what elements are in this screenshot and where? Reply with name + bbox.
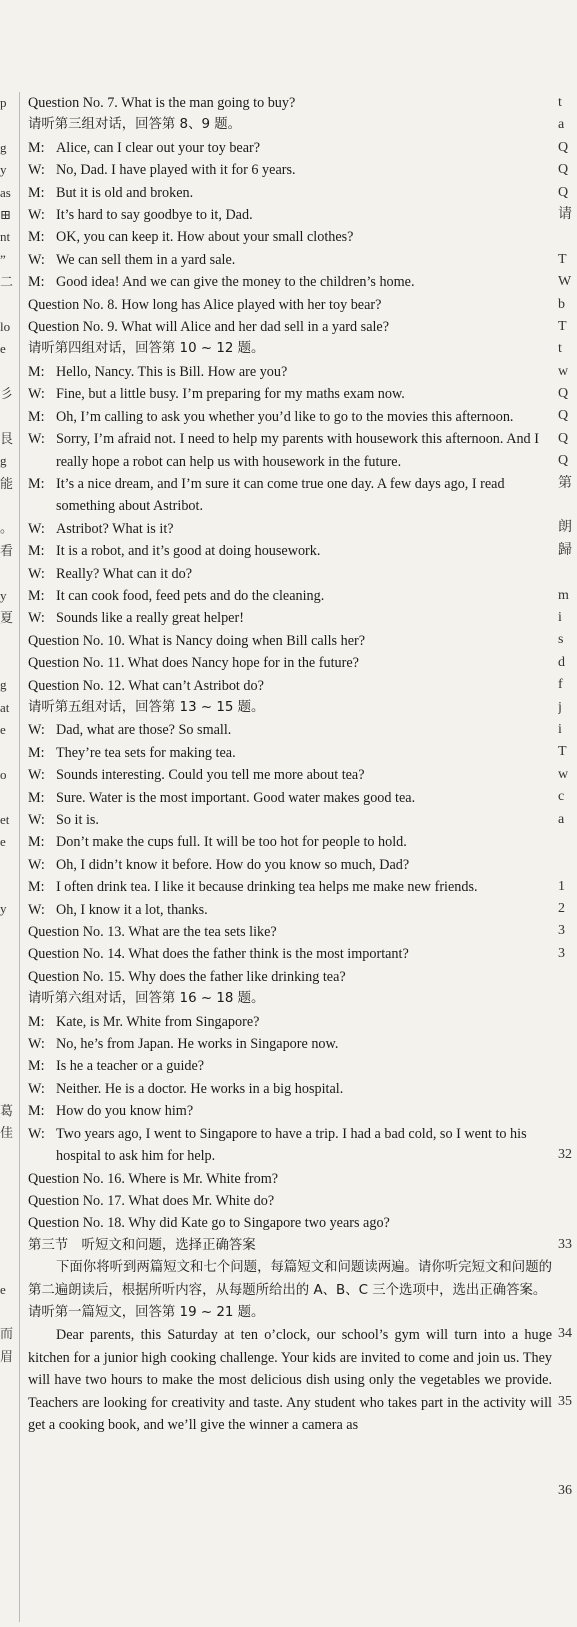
dialogue-line [28, 406, 552, 428]
dialogue-line [28, 473, 552, 518]
dialogue-text: Fine, but a little busy. I’m preparing for my maths exam now. [56, 386, 405, 403]
left-fragment: e [0, 341, 6, 357]
right-fragment: 36 [558, 1483, 572, 1499]
dialogue-text: They’re tea sets for making tea. [56, 744, 236, 761]
listening-transcript [28, 92, 552, 1436]
right-fragment: s [558, 632, 564, 648]
right-fragment: Q [558, 430, 569, 446]
right-fragment: c [558, 789, 565, 805]
section-instruction: 第三节 听短文和问题，选择正确答案 [28, 1237, 256, 1253]
dialogue-line [28, 1011, 552, 1033]
dialogue-text: Two years ago, I went to Singapore to have a trip. I had a bad cold, so I went to his hospital to ask him for help. [56, 1125, 527, 1165]
speaker-label: M: [28, 587, 45, 604]
right-fragment [558, 1077, 577, 1099]
left-fragment: p [0, 95, 7, 110]
speaker-label: M: [28, 184, 45, 201]
left-fragment [0, 1167, 15, 1189]
left-fragment: y [0, 587, 7, 603]
column-divider [19, 92, 20, 1622]
speaker-label: M: [28, 475, 45, 492]
question-line: Question No. 14. What does the father think is the most important? [28, 946, 409, 963]
dialogue-text: Sounds like a really great helper! [56, 610, 244, 627]
dialogue-text: Good idea! And we can give the money to the children’s home. [56, 274, 415, 291]
right-fragment: Q [558, 162, 569, 178]
left-fragment: 眉 [0, 1348, 14, 1364]
speaker-label: W: [28, 251, 45, 268]
right-fragment: i [558, 609, 562, 625]
left-fragment: 夏 [0, 609, 14, 625]
section-instruction: 请听第一篇短文，回答第 19 ~ 21 题。 [28, 1304, 265, 1320]
right-fragment: 32 [558, 1147, 572, 1163]
left-fragment: nt [0, 229, 11, 245]
section-instruction: 请听第六组对话，回答第 16 ~ 18 题。 [28, 991, 265, 1007]
dialogue-text: I often drink tea. I like it because drinking tea helps me make new friends. [56, 879, 478, 896]
right-fragment: w [558, 766, 569, 782]
right-fragment: d [558, 654, 565, 670]
left-column-fragments [0, 92, 15, 1368]
right-fragment: a [558, 117, 565, 133]
speaker-label: W: [28, 386, 45, 403]
left-fragment [0, 1234, 15, 1256]
speaker-label: W: [28, 722, 45, 739]
question-line: Question No. 16. Where is Mr. White from? [28, 1170, 279, 1187]
dialogue-text: Sounds interesting. Could you tell me more about tea? [56, 767, 365, 784]
speaker-label: M: [28, 363, 45, 380]
right-fragment: 1 [558, 878, 565, 894]
right-fragment: f [558, 677, 563, 693]
left-fragment: y [0, 162, 7, 178]
dialogue-text: We can sell them in a yard sale. [56, 251, 236, 268]
right-fragment: W [558, 274, 572, 290]
speaker-label: W: [28, 162, 45, 179]
dialogue-text: Is he a teacher or a guide? [56, 1058, 205, 1075]
left-fragment [0, 629, 15, 651]
dialogue-line [28, 831, 552, 853]
dialogue-text: Oh, I’m calling to ask you whether you’d like to go to the movies this afternoon. [56, 408, 514, 425]
dialogue-line [28, 899, 552, 921]
dialogue-line [28, 518, 552, 540]
left-fragment [0, 741, 15, 763]
right-fragment: 2 [558, 901, 565, 917]
right-fragment [558, 1055, 577, 1077]
speaker-label: W: [28, 1036, 45, 1053]
dialogue-line [28, 361, 552, 383]
dialogue-text: It’s a nice dream, and I’m sure it can come true one day. A few days ago, I read something about Astribot. [56, 475, 505, 515]
question-line: Question No. 8. How long has Alice played with her toy bear? [28, 296, 382, 313]
right-fragment [558, 831, 577, 853]
dialogue-line [28, 249, 552, 271]
speaker-label: W: [28, 1080, 45, 1097]
left-fragment [0, 943, 15, 965]
dialogue-line [28, 719, 552, 741]
speaker-label: W: [28, 565, 45, 582]
right-fragment: 35 [558, 1393, 572, 1409]
left-fragment: 艮 [0, 430, 14, 446]
right-fragment: t [558, 95, 562, 110]
right-fragment [558, 1413, 577, 1435]
dialogue-line [28, 159, 552, 181]
left-fragment: o [0, 766, 7, 782]
left-fragment: 葛 [0, 1102, 14, 1118]
left-fragment [0, 114, 15, 136]
question-line: Question No. 12. What can’t Astribot do? [28, 677, 264, 694]
left-fragment [0, 361, 15, 383]
right-fragment [558, 1122, 577, 1144]
left-fragment [0, 853, 15, 875]
right-fragment: b [558, 296, 565, 312]
dialogue-line [28, 383, 552, 405]
dialogue-text: No, he’s from Japan. He works in Singapore now. [56, 1036, 339, 1053]
dialogue-line [28, 585, 552, 607]
dialogue-line [28, 1055, 552, 1077]
question-line: Question No. 15. Why does the father like drinking tea? [28, 968, 346, 985]
dialogue-text: But it is old and broken. [56, 184, 194, 201]
right-fragment [558, 1279, 577, 1301]
question-line: Question No. 11. What does Nancy hope for in the future? [28, 655, 359, 672]
right-fragment [558, 495, 577, 517]
right-fragment: Q [558, 408, 569, 424]
right-fragment: 3 [558, 923, 565, 939]
speaker-label: W: [28, 767, 45, 784]
right-fragment: a [558, 811, 565, 827]
dialogue-line [28, 809, 552, 831]
right-fragment [558, 1189, 577, 1211]
left-fragment: g [0, 677, 7, 693]
right-fragment [558, 1212, 577, 1234]
left-fragment [0, 1256, 15, 1278]
left-fragment: lo [0, 318, 11, 334]
dialogue-line [28, 540, 552, 562]
right-fragment [558, 1435, 577, 1457]
speaker-label: M: [28, 274, 45, 291]
dialogue-text: Astribot? What is it? [56, 520, 174, 537]
dialogue-text: Hello, Nancy. This is Bill. How are you? [56, 363, 288, 380]
dialogue-line [28, 563, 552, 585]
speaker-label: W: [28, 431, 45, 448]
speaker-label: M: [28, 1103, 45, 1120]
right-fragment [558, 226, 577, 248]
right-fragment [558, 1032, 577, 1054]
left-fragment: y [0, 901, 7, 917]
right-fragment [558, 1100, 577, 1122]
dialogue-line [28, 742, 552, 764]
instruction-paragraph: 下面你将听到两篇短文和七个问题，每篇短文和问题读两遍。请你听完短文和问题的第二遍朗读后，根据所听内容，从每题所给出的 A、B、C 三个选项中，选出正确答案。 [28, 1260, 552, 1298]
dialogue-line [28, 854, 552, 876]
right-fragment: Q [558, 139, 569, 155]
left-fragment: as [0, 184, 11, 200]
dialogue-text: It’s hard to say goodbye to it, Dad. [56, 207, 253, 224]
left-fragment [0, 1189, 15, 1211]
left-fragment [0, 405, 15, 427]
left-fragment: 二 [0, 274, 14, 290]
dialogue-text: Kate, is Mr. White from Singapore? [56, 1013, 260, 1030]
question-line: Question No. 7. What is the man going to buy? [28, 95, 296, 111]
right-fragment: j [558, 699, 562, 715]
speaker-label: M: [28, 1058, 45, 1075]
dialogue-text: It can cook food, feed pets and do the cleaning. [56, 587, 325, 604]
right-fragment: m [558, 587, 569, 603]
dialogue-line [28, 271, 552, 293]
speaker-label: M: [28, 879, 45, 896]
left-fragment [0, 1077, 15, 1099]
question-line: Question No. 9. What will Alice and her dad sell in a yard sale? [28, 319, 390, 336]
speaker-label: W: [28, 856, 45, 873]
left-fragment: at [0, 699, 10, 715]
left-fragment: et [0, 811, 10, 827]
speaker-label: M: [28, 408, 45, 425]
dialogue-line [28, 1033, 552, 1055]
right-fragment: 歸 [558, 542, 572, 558]
speaker-label: M: [28, 1013, 45, 1030]
left-fragment [0, 1212, 15, 1234]
dialogue-text: Don’t make the cups full. It will be too hot for people to hold. [56, 834, 407, 851]
right-fragment [558, 1256, 577, 1278]
right-fragment: T [558, 318, 567, 334]
dialogue-text: Sorry, I’m afraid not. I need to help my parents with housework this afternoon. And I really hope a robot can help us with housework in the future. [56, 431, 539, 470]
right-fragment [558, 1368, 577, 1390]
question-line: Question No. 10. What is Nancy doing when Bill calls her? [28, 632, 366, 649]
right-fragment: 朗 [558, 520, 572, 536]
speaker-label: M: [28, 789, 45, 806]
question-line: Question No. 13. What are the tea sets like? [28, 924, 277, 941]
right-fragment: Q [558, 184, 569, 200]
right-fragment: Q [558, 386, 569, 402]
left-fragment [0, 1010, 15, 1032]
dialogue-line [28, 787, 552, 809]
right-fragment [558, 1458, 577, 1480]
section-instruction: 请听第三组对话，回答第 8、9 题。 [28, 117, 242, 133]
left-fragment: g [0, 453, 7, 469]
left-fragment [0, 1144, 15, 1166]
left-fragment: ” [0, 251, 6, 267]
left-fragment: e [0, 721, 6, 737]
right-fragment: w [558, 363, 569, 379]
left-fragment [0, 495, 15, 517]
right-fragment [558, 965, 577, 987]
right-fragment [558, 853, 577, 875]
dialogue-text: No, Dad. I have played with it for 6 years. [56, 162, 296, 179]
dialogue-text: Really? What can it do? [56, 565, 193, 582]
right-fragment: 请 [558, 206, 572, 222]
right-fragment: T [558, 744, 567, 760]
speaker-label: W: [28, 812, 45, 828]
right-fragment [558, 988, 577, 1010]
dialogue-line [28, 1078, 552, 1100]
speaker-label: M: [28, 744, 45, 761]
passage-paragraph: Dear parents, this Saturday at ten o’clock, our school’s gym will turn into a huge kitchen for a junior high cooking challenge. Your kids are invited to come and join us. They will have two hours to make the most delicious dish using only the vegetables we provide. Teachers are looking for creativity and taste. Any student who takes part in the activity will get a cooking book, and we’ll give the winner a camera as [28, 1327, 552, 1433]
dialogue-text: Sure. Water is the most important. Good water makes good tea. [56, 789, 416, 806]
dialogue-line [28, 876, 552, 898]
right-fragment: Q [558, 453, 569, 469]
section-instruction: 请听第五组对话，回答第 13 ~ 15 题。 [28, 699, 265, 715]
left-fragment: 看 [0, 542, 14, 558]
right-fragment [558, 1167, 577, 1189]
speaker-label: W: [28, 1125, 45, 1142]
dialogue-line [28, 182, 552, 204]
dialogue-text: Oh, I didn’t know it before. How do you know so much, Dad? [56, 856, 410, 873]
dialogue-line [28, 607, 552, 629]
section-instruction: 请听第四组对话，回答第 10 ~ 12 题。 [28, 341, 265, 357]
left-fragment: g [0, 139, 7, 155]
dialogue-text: It is a robot, and it’s good at doing housework. [56, 543, 321, 560]
dialogue-text: Neither. He is a doctor. He works in a big hospital. [56, 1080, 344, 1097]
dialogue-line [28, 1123, 552, 1168]
right-column-fragments [558, 92, 577, 1503]
right-fragment [558, 562, 577, 584]
dialogue-line [28, 764, 552, 786]
left-fragment: 佳 [0, 1124, 14, 1140]
left-fragment [0, 652, 15, 674]
left-fragment: e [0, 1281, 6, 1297]
right-fragment: 34 [558, 1326, 572, 1342]
left-fragment: 。 [0, 520, 14, 536]
left-fragment [0, 920, 15, 942]
right-fragment: 第 [558, 475, 572, 491]
left-fragment [0, 1032, 15, 1054]
dialogue-text: So it is. [56, 812, 99, 828]
question-line: Question No. 17. What does Mr. White do? [28, 1192, 275, 1209]
speaker-label: W: [28, 610, 45, 627]
speaker-label: W: [28, 901, 45, 918]
left-fragment [0, 988, 15, 1010]
right-fragment: T [558, 251, 567, 267]
left-fragment [0, 786, 15, 808]
dialogue-line [28, 204, 552, 226]
question-line: Question No. 18. Why did Kate go to Singapore two years ago? [28, 1215, 390, 1232]
speaker-label: M: [28, 834, 45, 851]
left-fragment [0, 1055, 15, 1077]
left-fragment: 彡 [0, 386, 14, 402]
left-fragment [0, 965, 15, 987]
left-fragment: e [0, 833, 6, 849]
right-fragment: 3 [558, 945, 565, 961]
right-fragment [558, 1346, 577, 1368]
dialogue-text: How do you know him? [56, 1103, 194, 1120]
dialogue-line [28, 428, 552, 473]
dialogue-line [28, 226, 552, 248]
dialogue-text: Alice, can I clear out your toy bear? [56, 139, 261, 156]
right-fragment: t [558, 341, 562, 357]
left-fragment [0, 1301, 15, 1323]
left-fragment: 而 [0, 1326, 14, 1342]
dialogue-text: Oh, I know it a lot, thanks. [56, 901, 208, 918]
left-fragment [0, 562, 15, 584]
left-fragment: 能 [0, 475, 14, 491]
right-fragment: 33 [558, 1236, 572, 1252]
speaker-label: W: [28, 520, 45, 537]
speaker-label: M: [28, 229, 45, 246]
dialogue-line [28, 1100, 552, 1122]
right-fragment [558, 1010, 577, 1032]
right-fragment [558, 1301, 577, 1323]
dialogue-text: OK, you can keep it. How about your small clothes? [56, 229, 354, 246]
right-fragment: i [558, 721, 562, 737]
speaker-label: W: [28, 207, 45, 224]
left-fragment [0, 876, 15, 898]
dialogue-text: Dad, what are those? So small. [56, 722, 232, 739]
speaker-label: M: [28, 139, 45, 156]
dialogue-line [28, 137, 552, 159]
left-fragment: ⊞ [0, 206, 11, 222]
speaker-label: M: [28, 543, 45, 560]
left-fragment [0, 294, 15, 316]
